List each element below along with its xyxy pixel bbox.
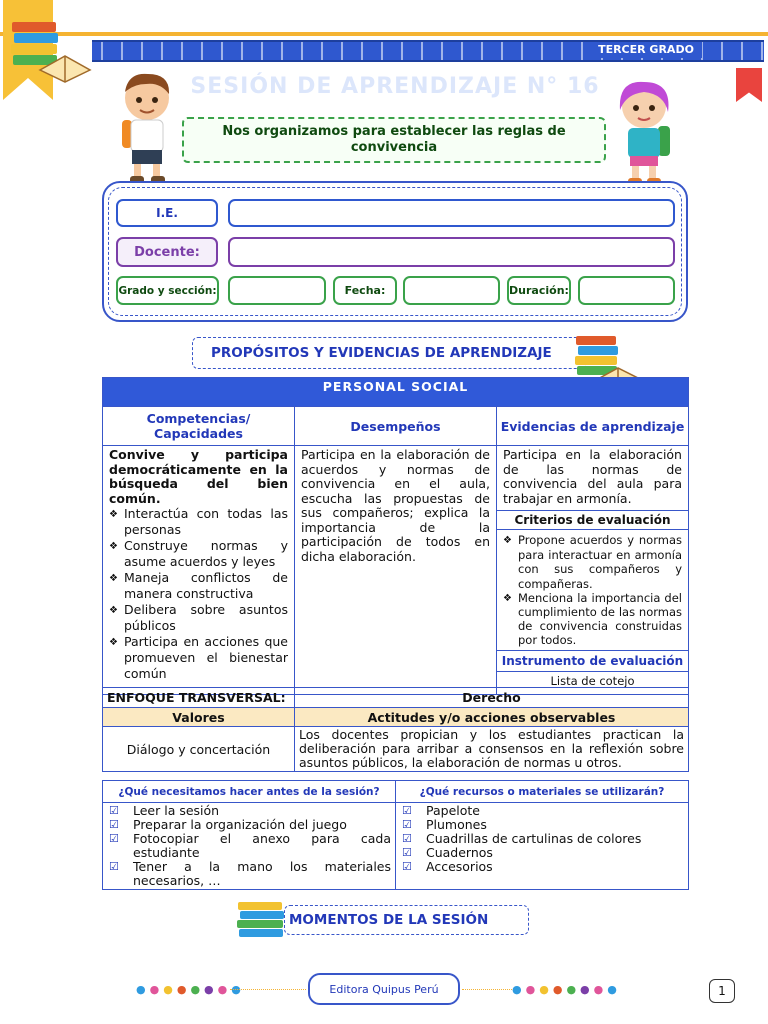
- list-item: ❖ Propone acuerdos y normas para interactuar en armonía con sus compañeros y compañeras.: [503, 533, 682, 591]
- list-item: ❖ Menciona la importancia del cumplimiento de las normas de convivencia construidas por todos.: [503, 591, 682, 647]
- list-item: ☑ Tener a la mano los materiales necesarios, …: [107, 860, 391, 888]
- bookmark-icon: [736, 68, 762, 102]
- col-competencies: Competencias/ Capacidades: [103, 407, 295, 446]
- action-item: Los docentes propician y los estudiantes practican la deliberación para arribar a consensos en la reflexión sobre asuntos públicos, la elaboración de normas u otros.: [295, 727, 689, 772]
- list-item: ☑ Preparar la organización del juego: [107, 818, 391, 832]
- purposes-header: PROPÓSITOS Y EVIDENCIAS DE APRENDIZAJE: [192, 337, 587, 369]
- book-stack-icon: [236, 898, 288, 942]
- list-item: ☑ Cuadernos: [400, 846, 684, 860]
- transversal-label: ENFOQUE TRANSVERSAL:: [103, 688, 295, 708]
- values-header: Valores: [103, 708, 295, 727]
- footer-line-left: [230, 989, 306, 990]
- publisher-label: Editora Quipus Perú: [308, 973, 460, 1005]
- session-subtitle: Nos organizamos para establecer las reglas de convivencia: [182, 117, 606, 163]
- footer-dots-right: ●●●●●●●●: [512, 983, 621, 996]
- grade-section-field[interactable]: [228, 276, 326, 305]
- value-item: Diálogo y concertación: [103, 727, 295, 772]
- evidence-cell: [497, 446, 689, 695]
- area-title: PERSONAL SOCIAL: [103, 378, 689, 407]
- actions-header: Actitudes y/o acciones observables: [295, 708, 689, 727]
- transversal-table: [102, 687, 689, 772]
- competencies-table: [102, 377, 689, 695]
- list-item: ☑ Accesorios: [400, 860, 684, 874]
- duration-field[interactable]: [578, 276, 675, 305]
- grade-section-label: Grado y sección:: [116, 276, 219, 305]
- list-item: ❖ Participa en acciones que promueven el bienestar común: [109, 634, 288, 682]
- footer-line-right: [462, 989, 512, 990]
- top-rule: [0, 32, 768, 36]
- session-title: SESIÓN DE APRENDIZAJE N° 16: [190, 74, 600, 99]
- resources-list: [400, 804, 684, 874]
- list-item: ☑ Fotocopiar el anexo para cada estudiante: [107, 832, 391, 860]
- evidence-text: Participa en la elaboración de las normas de convivencia del aula para trabajar en armonía.: [503, 447, 682, 506]
- ie-label: I.E.: [116, 199, 218, 227]
- moments-header: MOMENTOS DE LA SESIÓN: [284, 905, 529, 935]
- competence-text: Convive y participa democráticamente en la búsqueda del bien común.: [109, 447, 288, 506]
- girl-illustration: [612, 78, 678, 188]
- page-number: 1: [709, 979, 735, 1003]
- teacher-field[interactable]: [228, 237, 675, 267]
- list-item: ☑ Cuadrillas de cartulinas de colores: [400, 832, 684, 846]
- list-item: ❖ Delibera sobre asuntos públicos: [109, 602, 288, 634]
- list-item: ☑ Leer la sesión: [107, 804, 391, 818]
- col-evidence: Evidencias de aprendizaje: [497, 407, 689, 446]
- performance-text: Participa en la elaboración de acuerdos y normas de convivencia en el aula, escucha las propuestas de sus compañeros; explica la importancia de la participación de todos en dicha elaboración.: [301, 447, 490, 564]
- col-performances: Desempeños: [295, 407, 497, 446]
- before-list: [107, 804, 391, 888]
- criteria-list: [497, 530, 688, 650]
- performance-cell: [295, 446, 497, 695]
- preparation-table: [102, 780, 689, 890]
- boy-illustration: [116, 70, 178, 188]
- book-stack-icon: [10, 12, 92, 86]
- before-cell: [103, 803, 396, 890]
- competence-cell: [103, 446, 295, 695]
- teacher-label: Docente:: [116, 237, 218, 267]
- list-item: ❖ Maneja conflictos de manera constructiva: [109, 570, 288, 602]
- instrument-value: Lista de cotejo: [550, 674, 635, 688]
- footer-dots-left: ●●●●●●●●: [136, 983, 245, 996]
- list-item: ❖ Interactúa con todas las personas: [109, 506, 288, 538]
- duration-label: Duración:: [507, 276, 571, 305]
- criteria-label: Criterios de evaluación: [497, 510, 688, 530]
- list-item: ☑ Plumones: [400, 818, 684, 832]
- ie-field[interactable]: [228, 199, 675, 227]
- instrument-label: Instrumento de evaluación: [497, 650, 688, 672]
- list-item: ☑ Papelote: [400, 804, 684, 818]
- list-item: ❖ Construye normas y asume acuerdos y leyes: [109, 538, 288, 570]
- resources-question: ¿Qué recursos o materiales se utilizarán?: [396, 781, 689, 803]
- date-label: Fecha:: [333, 276, 397, 305]
- resources-cell: [396, 803, 689, 890]
- capacities-list: [109, 506, 288, 682]
- transversal-value: Derecho: [295, 688, 689, 708]
- date-field[interactable]: [403, 276, 500, 305]
- before-question: ¿Qué necesitamos hacer antes de la sesión?: [103, 781, 396, 803]
- grade-label: TERCER GRADO: [590, 42, 702, 58]
